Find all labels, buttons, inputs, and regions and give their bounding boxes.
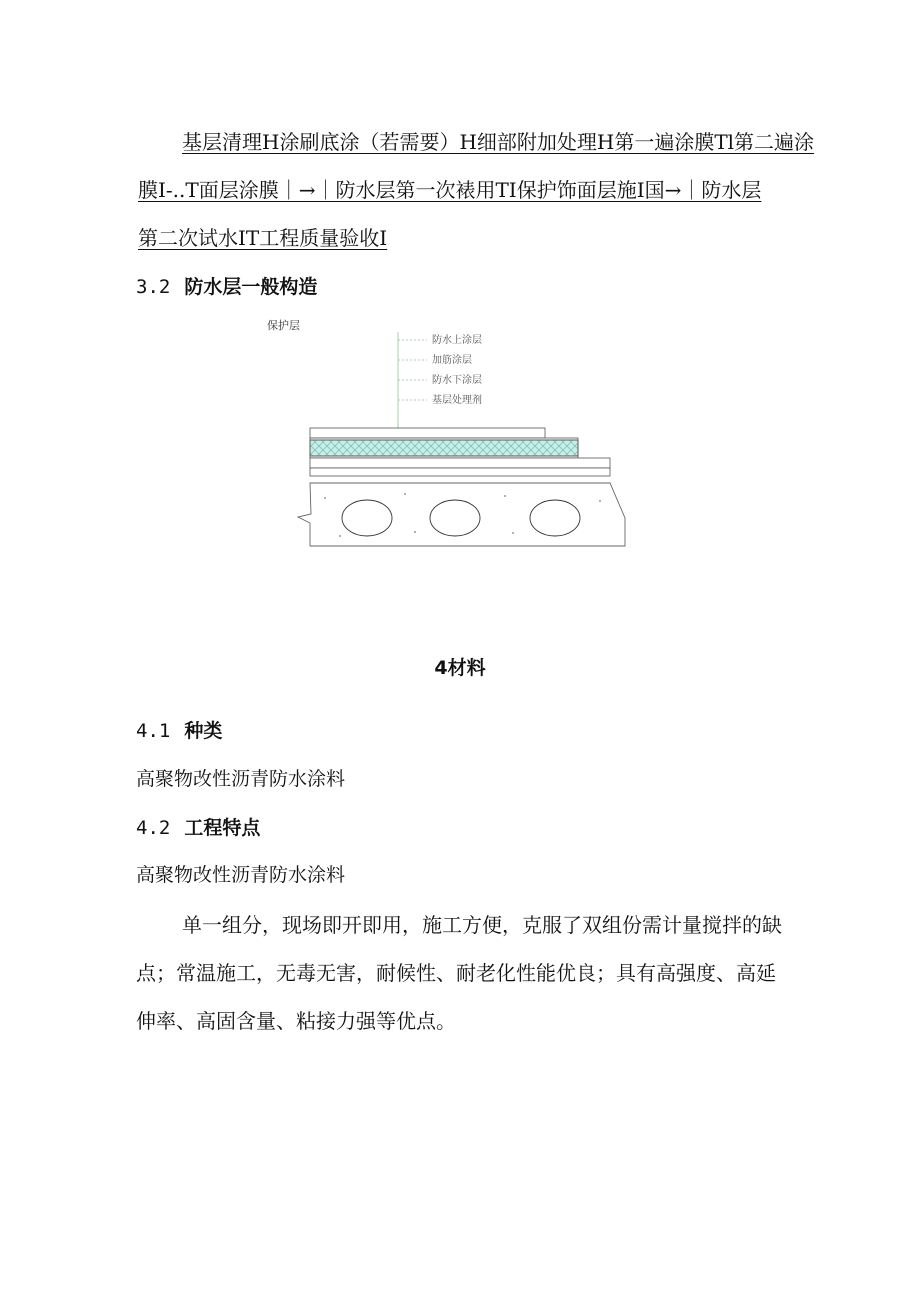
section-4-heading: 4材料	[434, 657, 486, 679]
paragraph-line-3: 伸率、高固含量、粘接力强等优点。	[136, 1009, 456, 1033]
paragraph-line-1: 单一组分，现场即开即用，施工方便，克服了双组份需计量搅拌的缺	[182, 913, 782, 937]
aggregate-dot	[404, 493, 406, 495]
section-4-1-text: 高聚物改性沥青防水涂料	[136, 768, 346, 790]
waterproof-layer-diagram	[255, 318, 645, 548]
section-4-2-text: 高聚物改性沥青防水涂料	[136, 864, 346, 886]
protect-layer-label: 保护层	[267, 319, 300, 332]
section-number: 3.2	[136, 276, 171, 298]
aggregate-dot	[324, 497, 326, 499]
layer-label-2: 加筋涂层	[432, 355, 472, 366]
reinforce-layer-hatch	[310, 440, 578, 456]
layer-label-4: 基层处理剂	[432, 395, 482, 406]
section-4-1-heading	[136, 716, 222, 743]
section-number: 4.1	[136, 720, 171, 742]
section-number: 4.2	[136, 817, 171, 839]
bottom-coat-layer	[310, 458, 610, 468]
aggregate-dot	[599, 500, 601, 502]
section-title: 工程特点	[184, 817, 261, 839]
section-4-2-heading	[136, 813, 260, 840]
aggregate-dot	[504, 495, 506, 497]
layer-label-1: 防水上涂层	[432, 335, 482, 346]
flow-line-2: 膜I-..T面层涂膜｜→｜防水层第一次裱用TI保护饰面层施I国→｜防水层	[138, 178, 762, 202]
aggregate-dot	[339, 535, 341, 537]
section-title: 种类	[184, 720, 223, 742]
section-title: 防水层一般构造	[184, 276, 318, 298]
aggregate-dot	[512, 532, 514, 534]
section-3-2-heading	[136, 272, 317, 299]
hollow-core-slab	[298, 483, 625, 546]
aggregate-dot	[414, 531, 416, 533]
top-coat-layer	[310, 428, 545, 438]
primer-layer	[310, 468, 610, 476]
flow-line-1: 基层清理H涂刷底涂（若需要）H细部附加处理H第一遍涂膜Tl第二遍涂	[182, 130, 815, 154]
layer-label-3: 防水下涂层	[432, 375, 482, 386]
flow-line-3: 第二次试水IT工程质量验收I	[138, 226, 388, 250]
paragraph-line-2: 点；常温施工，无毒无害，耐候性、耐老化性能优良；具有高强度、高延	[136, 961, 776, 985]
